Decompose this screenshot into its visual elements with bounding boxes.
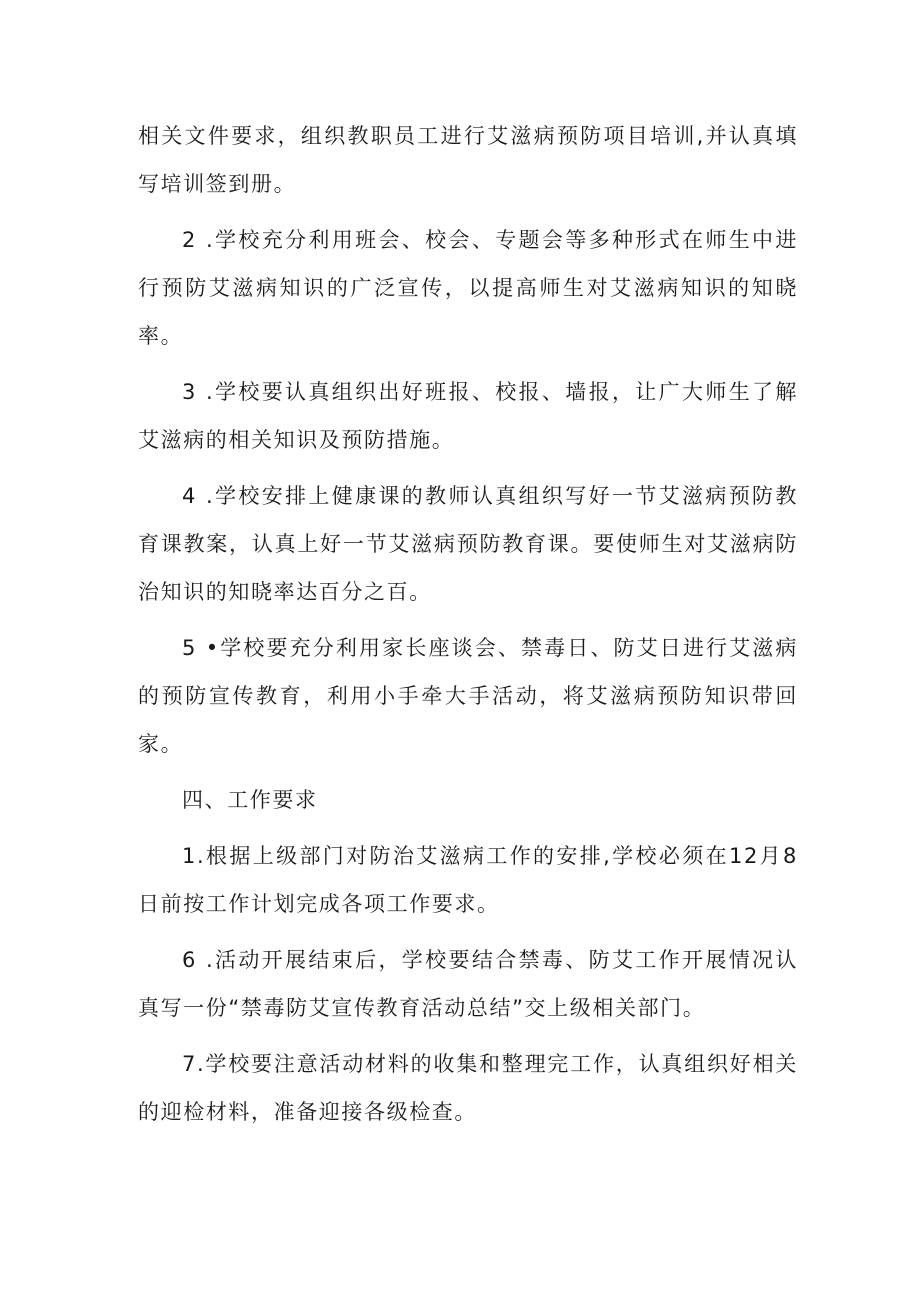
section-heading: 四、工作要求 bbox=[182, 788, 318, 812]
requirement-item-6: 6 .活动开展结束后，学校要结合禁毒、防艾工作开展情况认真写一份“禁毒防艾宣传教育活动总结”交上级相关部门。 bbox=[138, 948, 798, 1020]
paragraph-item-5: 5 •学校要充分利用家长座谈会、禁毒日、防艾日进行艾滋病的预防宣传教育，利用小手牵大手活动，将艾滋病预防知识带回家。 bbox=[138, 636, 798, 756]
paragraph-item-2: 2 .学校充分利用班会、校会、专题会等多种形式在师生中进行预防艾滋病知识的广泛宣传，以提高师生对艾滋病知识的知晓率。 bbox=[138, 228, 798, 348]
paragraph-continuation: 相关文件要求，组织教职员工进行艾滋病预防项目培训,并认真填写培训签到册。 bbox=[138, 124, 798, 196]
requirement-item-1: 1.根据上级部门对防治艾滋病工作的安排,学校必须在12月8日前按工作计划完成各项工作要求。 bbox=[138, 844, 798, 916]
document-body bbox=[138, 112, 798, 1144]
paragraph-item-3: 3 .学校要认真组织出好班报、校报、墙报，让广大师生了解艾滋病的相关知识及预防措施。 bbox=[138, 380, 798, 452]
requirement-item-7: 7.学校要注意活动材料的收集和整理完工作，认真组织好相关的迎检材料，准备迎接各级检查。 bbox=[138, 1052, 798, 1124]
paragraph-item-4: 4 .学校安排上健康课的教师认真组织写好一节艾滋病预防教育课教案，认真上好一节艾滋病预防教育课。要使师生对艾滋病防治知识的知晓率达百分之百。 bbox=[138, 484, 798, 604]
